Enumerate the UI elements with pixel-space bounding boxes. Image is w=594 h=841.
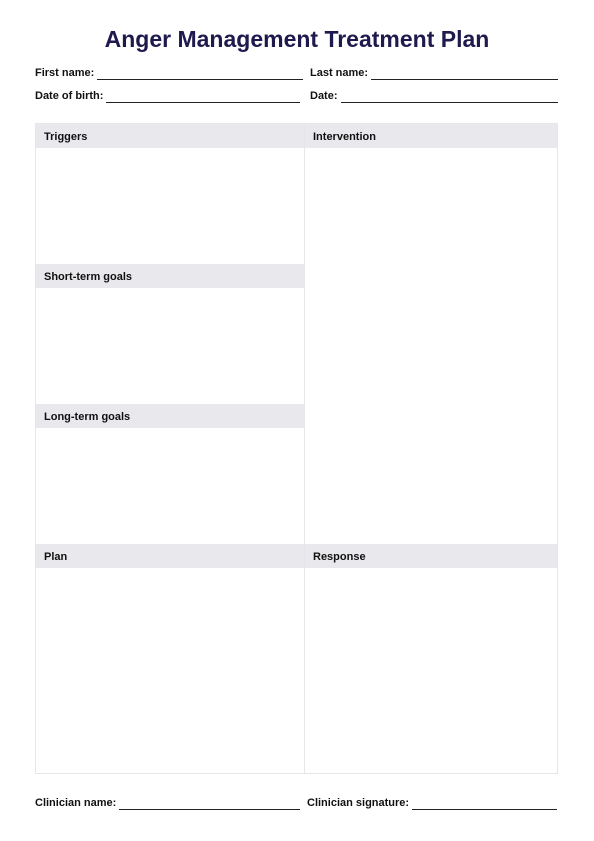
treatment-plan-table bbox=[35, 123, 558, 774]
clinician-signature-line[interactable] bbox=[412, 798, 557, 810]
short-term-goals-header: Short-term goals bbox=[36, 264, 304, 288]
last-name-label: Last name: bbox=[310, 67, 369, 79]
triggers-area[interactable] bbox=[36, 148, 304, 264]
first-name-label: First name: bbox=[35, 67, 95, 79]
triggers-header: Triggers bbox=[36, 124, 304, 148]
date-field[interactable] bbox=[310, 89, 558, 103]
first-name-field[interactable] bbox=[35, 66, 303, 80]
clinician-signature-field[interactable] bbox=[307, 796, 557, 810]
short-term-goals-section bbox=[36, 264, 304, 404]
clinician-signature-label: Clinician signature: bbox=[307, 797, 410, 809]
date-label: Date: bbox=[310, 90, 338, 102]
date-row bbox=[35, 89, 559, 103]
date-of-birth-line[interactable] bbox=[106, 91, 300, 103]
plan-section bbox=[36, 544, 304, 773]
intervention-header: Intervention bbox=[305, 124, 557, 148]
intervention-section bbox=[305, 124, 557, 544]
last-name-field[interactable] bbox=[310, 66, 558, 80]
intervention-area[interactable] bbox=[305, 148, 557, 544]
clinician-name-line[interactable] bbox=[119, 798, 300, 810]
date-line[interactable] bbox=[341, 91, 558, 103]
response-area[interactable] bbox=[305, 568, 557, 773]
last-name-line[interactable] bbox=[371, 68, 558, 80]
long-term-goals-header: Long-term goals bbox=[36, 404, 304, 428]
plan-header: Plan bbox=[36, 544, 304, 568]
clinician-name-field[interactable] bbox=[35, 796, 300, 810]
response-header: Response bbox=[305, 544, 557, 568]
short-term-goals-area[interactable] bbox=[36, 288, 304, 404]
first-name-line[interactable] bbox=[97, 68, 303, 80]
triggers-section bbox=[36, 124, 304, 264]
response-section bbox=[305, 544, 557, 773]
date-of-birth-field[interactable] bbox=[35, 89, 300, 103]
long-term-goals-section bbox=[36, 404, 304, 544]
page-title: Anger Management Treatment Plan bbox=[104, 26, 490, 52]
plan-area[interactable] bbox=[36, 568, 304, 773]
date-of-birth-label: Date of birth: bbox=[35, 90, 104, 102]
name-row bbox=[35, 66, 559, 80]
clinician-name-label: Clinician name: bbox=[35, 797, 117, 809]
clinician-row bbox=[35, 796, 559, 810]
long-term-goals-area[interactable] bbox=[36, 428, 304, 544]
